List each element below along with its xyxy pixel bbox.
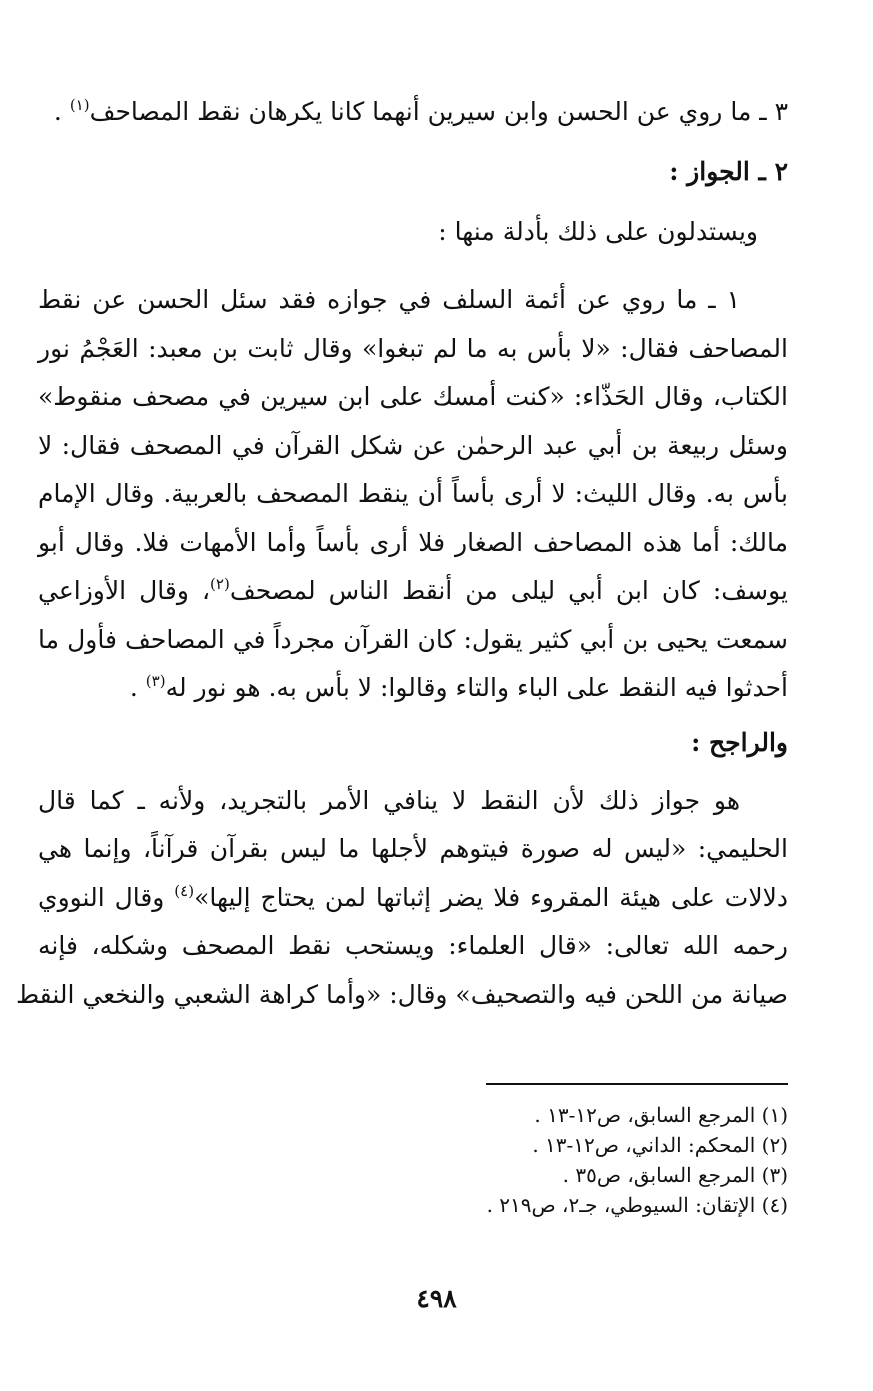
intro-line: ويستدلون على ذلك بأدلة منها :: [438, 217, 758, 246]
footnote-ref-3[interactable]: (٣): [145, 672, 166, 690]
footnote-3: (٣) المرجع السابق، ص٣٥ .: [562, 1163, 788, 1187]
paragraph-salaf-evidence: [38, 276, 788, 713]
footnote-ref-2[interactable]: (٢): [210, 575, 230, 593]
paragraph-line: ١ ـ ما روي عن أئمة السلف في جوازه فقد سئل الحسن عن نقط: [38, 285, 740, 314]
footnotes: [288, 1100, 788, 1220]
paragraph-line: بأس به. وقال الليث: لا أرى بأساً أن ينقط المصحف بالعربية. وقال الإمام: [38, 479, 788, 508]
footnote-ref-1[interactable]: (١): [69, 96, 90, 114]
page-number: ٤٩٨: [416, 1284, 457, 1313]
paragraph-line: يوسف: كان ابن أبي ليلى من أنقط الناس لمصحف$^{(٢)}$، وقال الأوزاعي: [38, 575, 788, 605]
paragraph-line: مالك: أما هذه المصاحف الصغار فلا أرى بأساً وأما الأمهات فلا. وقال أبو: [38, 527, 788, 557]
footnote-4: (٤) الإتقان: السيوطي، جـ٢، ص٢١٩ .: [486, 1193, 788, 1217]
paragraph-line: المصاحف فقال: «لا بأس به ما لم تبغوا» وقال ثابت بن معبد: العَجْمُ نور: [38, 333, 788, 363]
footnote-1: (١) المرجع السابق، ص١٢-١٣ .: [534, 1103, 788, 1127]
heading-rajih: والراجح :: [691, 727, 788, 757]
footnote-divider: [486, 1083, 788, 1085]
paragraph-line: الكتاب، وقال الحَذّاء: «كنت أمسك على ابن سيرين في مصحف منقوط»: [38, 382, 788, 411]
paragraph-line: رحمه الله تعالى: «قال العلماء: ويستحب نقط المصحف وشكله، فإنه: [38, 931, 788, 960]
footnote-2: (٢) المحكم: الداني، ص١٢-١٣ .: [532, 1133, 788, 1157]
paragraph-line: وسئل ربيعة بن أبي عبد الرحمٰن عن شكل القرآن في المصحف فقال: لا: [38, 430, 788, 460]
paragraph-preferred-view: [15, 777, 788, 1020]
heading-jawaz: ٢ ـ الجواز :: [669, 157, 788, 186]
paragraph-line: أحدثوا فيه النقط على الباء والتاء وقالوا: لا بأس به. هو نور له$^{(٣)}$ .: [129, 672, 788, 702]
footnote-ref-4[interactable]: (٤): [174, 881, 195, 900]
paragraph-line: سمعت يحيى بن أبي كثير يقول: كان القرآن مجرداً في المصاحف فأول ما: [38, 624, 788, 654]
item-3-line: ٣ ـ ما روي عن الحسن وابن سيرين أنهما كانا يكرهان نقط المصاحف$^{(١)}$ .: [53, 96, 788, 126]
page-body: [15, 96, 788, 1019]
paragraph-line: الحليمي: «ليس له صورة فيتوهم لأجلها ما ليس بقرآن قرآناً، وإنما هي: [38, 834, 788, 863]
paragraph-line: دلالات على هيئة المقروء فلا يضر إثباتها لمن يحتاج إليها»$^{(٤)}$ وقال النووي: [38, 881, 788, 912]
paragraph-line: صيانة من اللحن فيه والتصحيف» وقال: «وأما كراهة الشعبي والنخعي النقط: [15, 979, 788, 1009]
paragraph-line: هو جواز ذلك لأن النقط لا ينافي الأمر بالتجريد، ولأنه ـ كما قال: [38, 785, 740, 815]
